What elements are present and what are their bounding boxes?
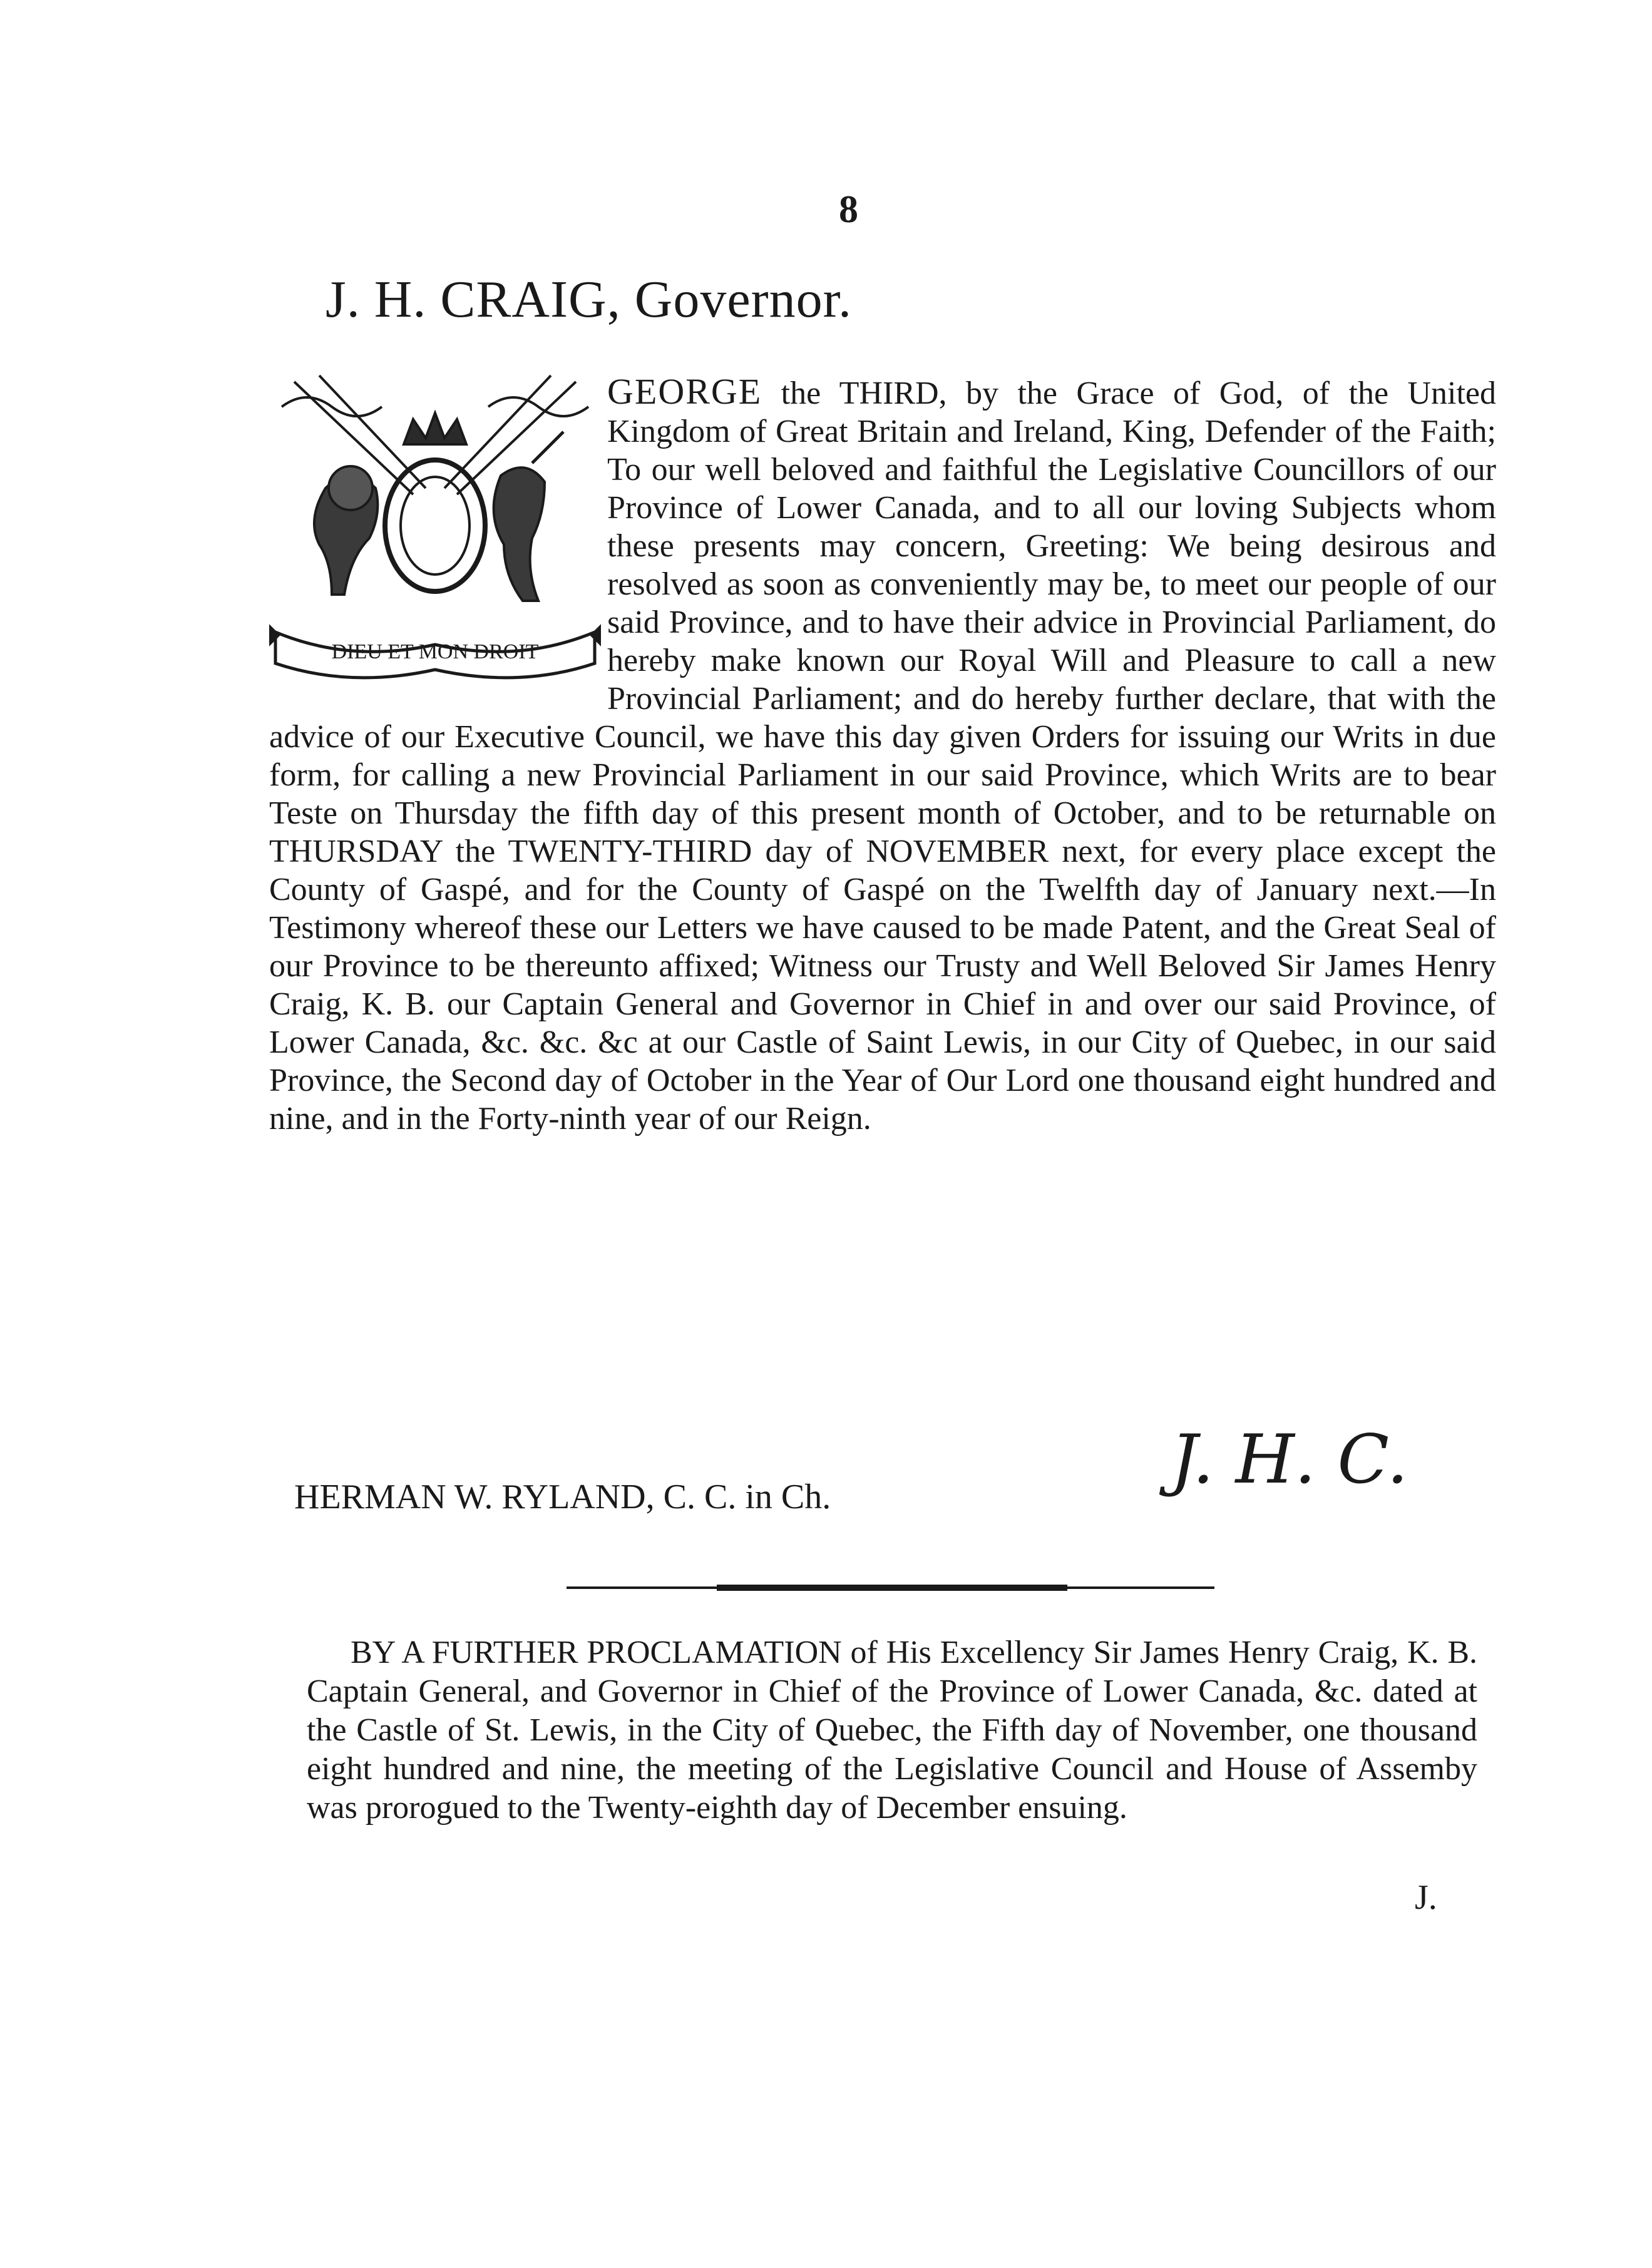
- proclamation-text: the THIRD, by the Grace of God, of the United Kingdom of Great Britain and Ireland, King, Defender of the Faith; To our well beloved and faithful the Legislative Councillors of our Province of Lower Canada, and to all our loving Subjects whom these presents may concern, Greeting: We being desirous and resolved as soon as conveniently may be, to meet our people of our said Province, and to have their advice in Provincial Parliament, do hereby make known our Royal Will and Pleasure to call a new Provincial Parliament; and do hereby further declare, that with the advice of our Executive Council, we have this day given Orders for issuing our Writs in due form, for calling a new Provincial Parliament in our said Province, which Writs are to bear Teste on Thursday the fifth day of this present month of October, and to be returnable on THURSDAY the TWENTY-THIRD day of NOVEMBER next, for every place except the County of Gaspé, and for the County of Gaspé on the Twelfth day of January next.—In Testimony whereof these our Letters we have caused to be made Patent, and the Great Seal of our Province to be thereunto affixed; Witness our Trusty and Well Beloved Sir James Henry Craig, K. B. our Captain General and Governor in Chief in and over our said Province, of Lower Canada, &c. &c. &c at our Castle of Saint Lewis, in our City of Quebec, in our said Province, the Second day of October in the Year of Our Lord one thousand eight hundred and nine, and in the Forty-ninth year of our Reign.: [269, 375, 1496, 1137]
- signature-initials: J. H. C.: [1171, 1421, 1408, 1499]
- motto-label: DIEU ET MON DROIT: [331, 640, 539, 663]
- page-title: J. H. CRAIG, Governor.: [326, 270, 852, 329]
- dropcap-word: GEORGE: [607, 371, 762, 412]
- closing-initial: J.: [1415, 1878, 1437, 1917]
- clerk-signature: HERMAN W. RYLAND, C. C. in Ch.: [294, 1478, 831, 1516]
- further-proclamation: [307, 1633, 1477, 1827]
- further-proclamation-text: BY A FURTHER PROCLAMATION of His Excellency Sir James Henry Craig, K. B. Captain General, and Governor in Chief of the Province of Lower Canada, &c. dated at the Castle of St. Lewis, in the City of Quebec, the Fifth day of November, one thousand eight hundred and nine, the meeting of the Legislative Council and House of Assemby was prorogued to the Twenty-eighth day of December ensuing.: [307, 1635, 1477, 1826]
- proclamation-body: [269, 372, 1496, 1138]
- page-number: 8: [839, 188, 858, 231]
- divider-rule: [567, 1583, 1214, 1592]
